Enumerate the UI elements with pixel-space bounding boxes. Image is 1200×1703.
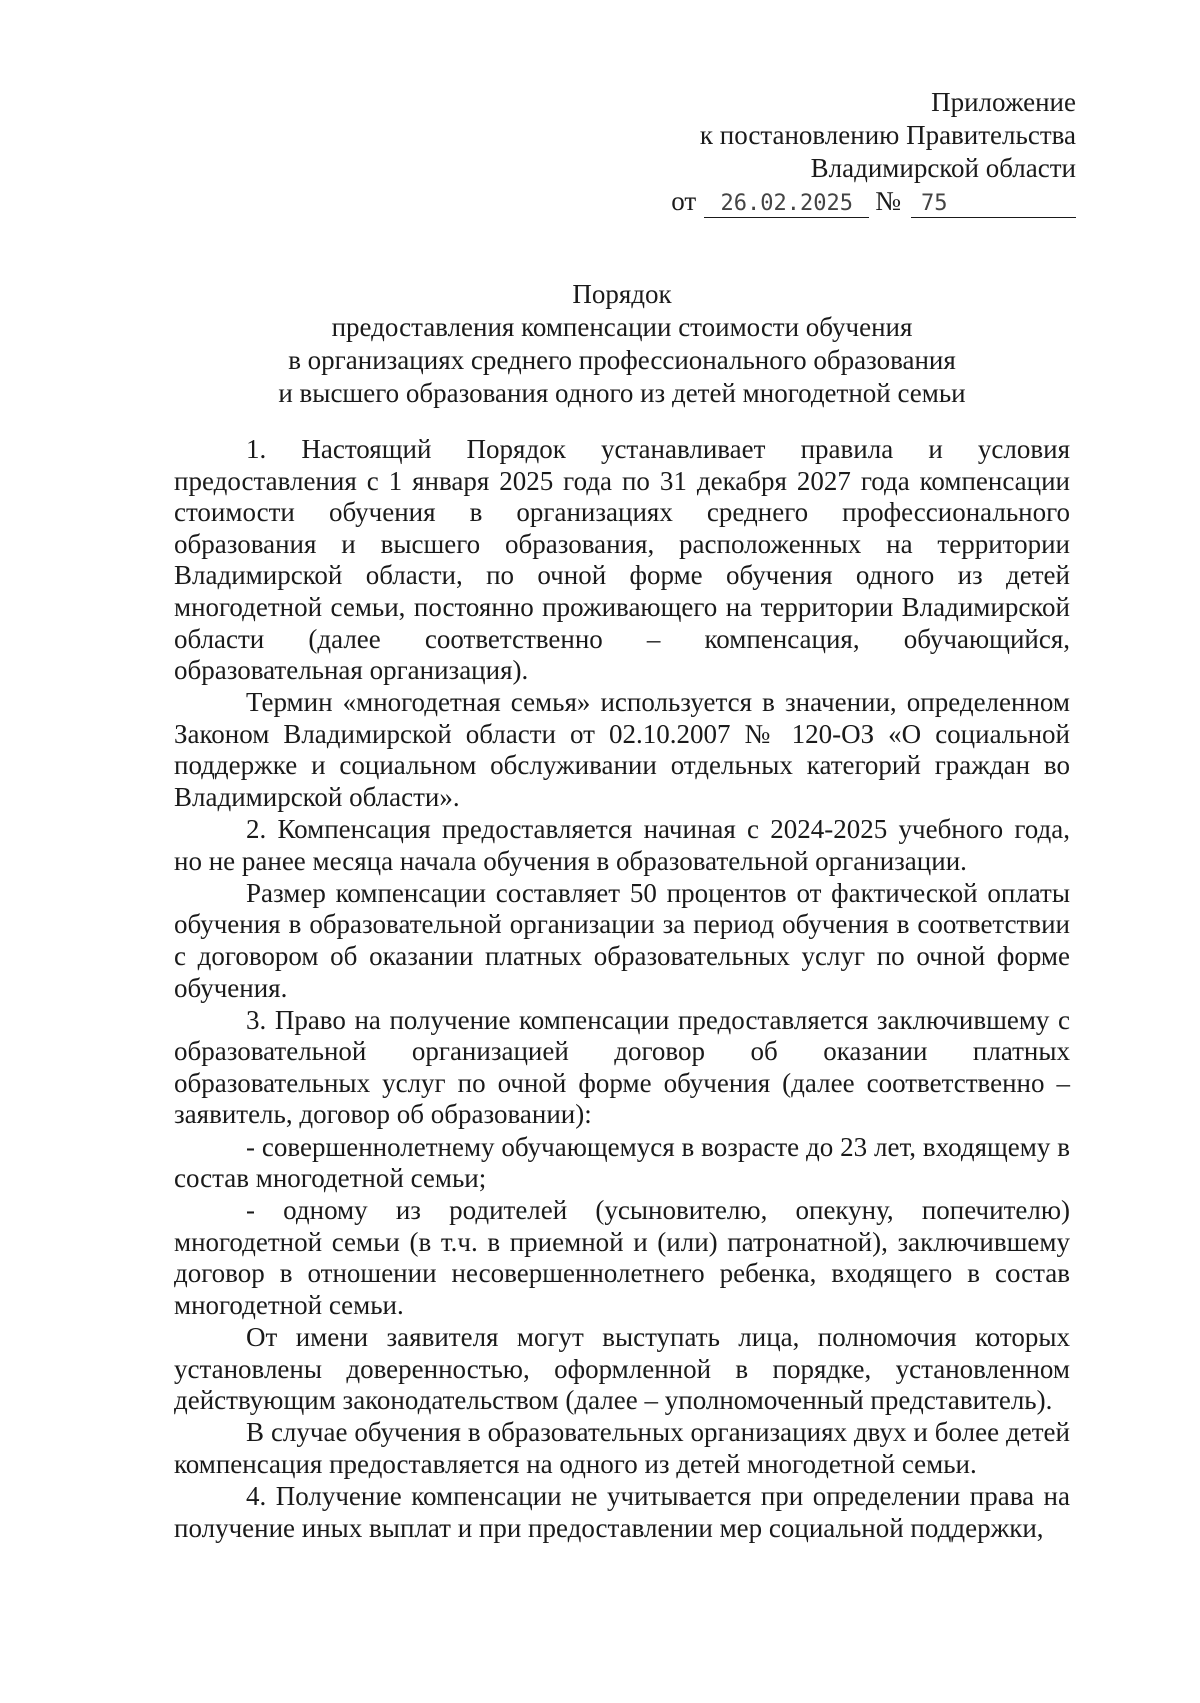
title-line-4: и высшего образования одного из детей многодетной семьи (278, 378, 966, 408)
title-line-3: в организациях среднего профессионального образования (288, 345, 956, 375)
region-name: Владимирской области (810, 153, 1076, 183)
document-number: 75 (911, 191, 1076, 218)
appendix-label: Приложение (931, 87, 1076, 117)
resolution-reference: к постановлению Правительства (699, 120, 1076, 150)
paragraph-7: - одному из родителей (усыновителю, опекуну, попечителю) многодетной семьи (в т.ч. в приемной и (или) патронатной), заключившему договор в отношении несовершеннолетнего ребенка, входящего в состав многодетной семьи. (174, 1195, 1070, 1321)
document-body (174, 434, 1070, 1545)
paragraph-3: 2. Компенсация предоставляется начиная с 2024-2025 учебного года, но не ранее месяца начала обучения в образовательной организации. (174, 814, 1070, 876)
paragraph-1: 1. Настоящий Порядок устанавливает правила и условия предоставления с 1 января 2025 года по 31 декабря 2027 года компенсации стоимости обучения в организациях среднего профессионального образования и высшего образования, расположенных на территории Владимирской области, по очной форме обучения одного из детей многодетной семьи, постоянно проживающего на территории Владимирской области (далее соответственно – компенсация, обучающийся, образовательная организация). (174, 434, 1070, 686)
paragraph-9: В случае обучения в образовательных организациях двух и более детей компенсация предоставляется на одного из детей многодетной семьи. (174, 1417, 1070, 1479)
paragraph-2: Термин «многодетная семья» используется в значении, определенном Законом Владимирской области от 02.10.2007 № 120-ОЗ «О социальной поддержке и социальном обслуживании отдельных категорий граждан во Владимирской области». (174, 687, 1070, 813)
paragraph-4: Размер компенсации составляет 50 процентов от фактической оплаты обучения в образовательной организации за период обучения в соответствии с договором об оказании платных образовательных услуг по очной форме обучения. (174, 877, 1070, 1003)
number-sign: № (875, 186, 901, 216)
date-number-line (671, 185, 1076, 218)
title-line-2: предоставления компенсации стоимости обучения (331, 312, 913, 342)
appendix-header (671, 86, 1076, 218)
document-date: 26.02.2025 (704, 191, 869, 218)
document-title (174, 278, 1070, 410)
paragraph-6: - совершеннолетнему обучающемуся в возрасте до 23 лет, входящему в состав многодетной семьи; (174, 1131, 1070, 1194)
paragraph-8: От имени заявителя могут выступать лица, полномочия которых установлены доверенностью, оформленной в порядке, установленном действующим законодательством (далее – уполномоченный представитель). (174, 1322, 1070, 1416)
title-line-1: Порядок (572, 279, 672, 309)
paragraph-10: 4. Получение компенсации не учитывается при определении права на получение иных выплат и при предоставлении мер социальной поддержки, (174, 1481, 1070, 1543)
paragraph-5: 3. Право на получение компенсации предоставляется заключившему с образовательной организацией договор об оказании платных образовательных услуг по очной форме обучения (далее соответственно – заявитель, договор об образовании): (174, 1004, 1070, 1130)
date-prefix: от (671, 186, 697, 216)
